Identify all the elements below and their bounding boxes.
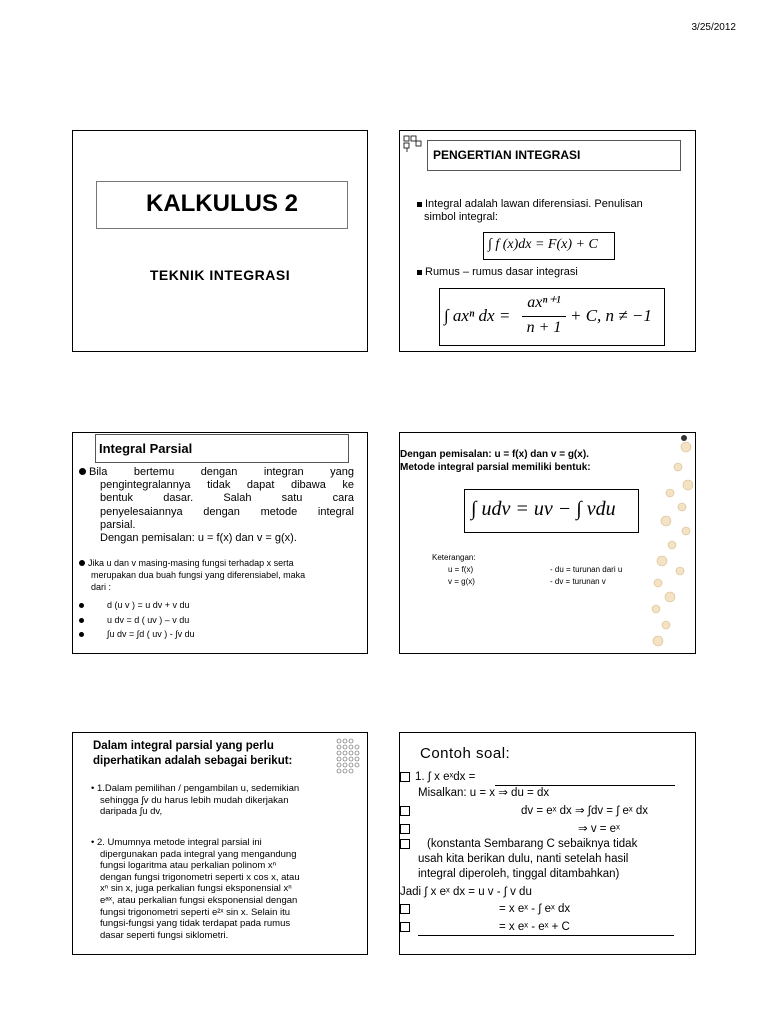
power-rule-left: ∫ axⁿ dx = [444, 306, 511, 325]
checkbox-icon [400, 904, 410, 914]
example-row-5b: usah kita berikan dulu, nanti setelah hasil [418, 853, 629, 865]
substitution-line: Dengan pemisalan: u = f(x) dan v = g(x). [400, 449, 589, 460]
intro-paragraph: Bila bertemu dengan integran yang pengintegralannya tidak dapat dibawa ke bentuk dasar. Salah satu cara penyelesaiannya dengan metode integral parsial. Dengan pemisalan: u = f(x) dan v = g(x). [79, 466, 354, 545]
integral-formula: ∫ f (x)dx = F(x) + C [488, 237, 598, 252]
slide-heading: Integral Parsial [99, 441, 193, 456]
example-row-6: Jadi ∫ x eˣ dx = u v - ∫ v du [400, 886, 532, 898]
header-box [95, 434, 349, 463]
slide-1-title [72, 130, 368, 352]
round-bullet-icon [79, 632, 84, 637]
example-row-2: Misalkan: u = x ⇒ du = dx [418, 787, 550, 799]
underline [418, 935, 674, 936]
example-row-7: = x eˣ - ∫ eˣ dx [400, 903, 570, 915]
formula-box-integral [483, 232, 615, 260]
floral-border-decoration [648, 433, 696, 654]
fraction-bar [522, 316, 566, 317]
slide-5-notes [72, 732, 368, 955]
note-1: • 1.Dalam pemilihan / pengambilan u, sedemikian sehingga ∫v du harus lebih mudah dikerjakan daripada ∫u dv, [91, 783, 300, 818]
example-row-8: = x eˣ - eˣ + C [400, 921, 570, 933]
header-box [427, 140, 681, 171]
checkbox-icon [400, 922, 410, 932]
product-rule-list: d (u v ) = u dv + v du u dv = d ( uv ) – v du ∫u dv = ∫d ( uv ) - ∫v du [79, 598, 195, 642]
keterangan-derivatives: - du = turunan dari u - dv = turunan v [550, 565, 623, 586]
square-bullet-icon [417, 270, 422, 275]
parsial-formula: ∫ udv = uv − ∫ vdu [471, 498, 616, 520]
checkbox-icon [400, 824, 410, 834]
power-rule-numerator: axⁿ⁺¹ [527, 294, 561, 311]
keterangan-block: Keterangan: u = f(x) v = g(x) [432, 553, 476, 586]
power-rule-denominator: n + 1 [526, 319, 562, 336]
note-2: • 2. Umumnya metode integral parsial ini dipergunakan pada integral yang mengandung fungsi logaritma atau perkalian polinom xⁿ dengan fungsi trigonometri seperti x cos x, atau xⁿ sin x, juga perkalian fungsi eksponensial xⁿ eᵃˣ, atau perkalian fungsi eksponensial dengan fungsi trigonometri seperti e²ˣ sin x. Selain itu fungsi-fungsi yang tidak terdapat pada rumus dasar seperti fungsi siklometri. [91, 837, 300, 941]
slide-4-formula [399, 432, 696, 654]
slide-subtitle: TEKNIK INTEGRASI [149, 267, 291, 283]
method-line: Metode integral parsial memiliki bentuk: [400, 462, 591, 473]
round-bullet-icon [79, 603, 84, 608]
power-rule-right: + C, n ≠ −1 [570, 306, 652, 325]
page-date: 3/25/2012 [691, 22, 736, 33]
example-row-5c: integral diperoleh, tinggal ditambahkan) [418, 868, 620, 880]
bullet-basic-rules: Rumus – rumus dasar integrasi [417, 266, 578, 279]
notes-heading: Dalam integral parsial yang perlu diperhatikan adalah sebagai berikut: [93, 740, 293, 767]
round-bullet-icon [79, 618, 84, 623]
example-row-3: dv = eˣ dx ⇒ ∫dv = ∫ eˣ dx [400, 803, 648, 817]
slide-2-definition [399, 130, 696, 352]
example-row-5: (konstanta Sembarang C sebaiknya tidak [400, 838, 637, 850]
checkbox-icon [400, 839, 410, 849]
example-title: Contoh soal: [420, 745, 511, 762]
grid-decoration-icon [403, 135, 423, 153]
example-row-1: 1. ∫ x eˣdx = [400, 771, 475, 783]
slide-6-example [399, 732, 696, 955]
checkbox-icon [400, 772, 410, 782]
bullet-definition: Integral adalah lawan diferensiasi. Penulisan simbol integral: [417, 198, 643, 224]
slide-3-integral-parsial [72, 432, 368, 654]
checkbox-icon [400, 806, 410, 816]
formula-box-parsial [464, 489, 639, 533]
differentiable-paragraph: Jika u dan v masing-masing fungsi terhadap x serta merupakan dua buah fungsi yang diferensiabel, maka dari : [79, 557, 359, 593]
example-row-4: ⇒ v = eˣ [400, 821, 620, 835]
square-bullet-icon [417, 202, 422, 207]
round-bullet-icon [79, 468, 86, 475]
circle-grid-decoration [335, 737, 365, 781]
round-bullet-icon [79, 560, 85, 566]
formula-box-power-rule [439, 288, 665, 346]
title-box [96, 181, 348, 229]
slide-heading: PENGERTIAN INTEGRASI [433, 148, 581, 162]
slide-title: KALKULUS 2 [145, 190, 298, 217]
